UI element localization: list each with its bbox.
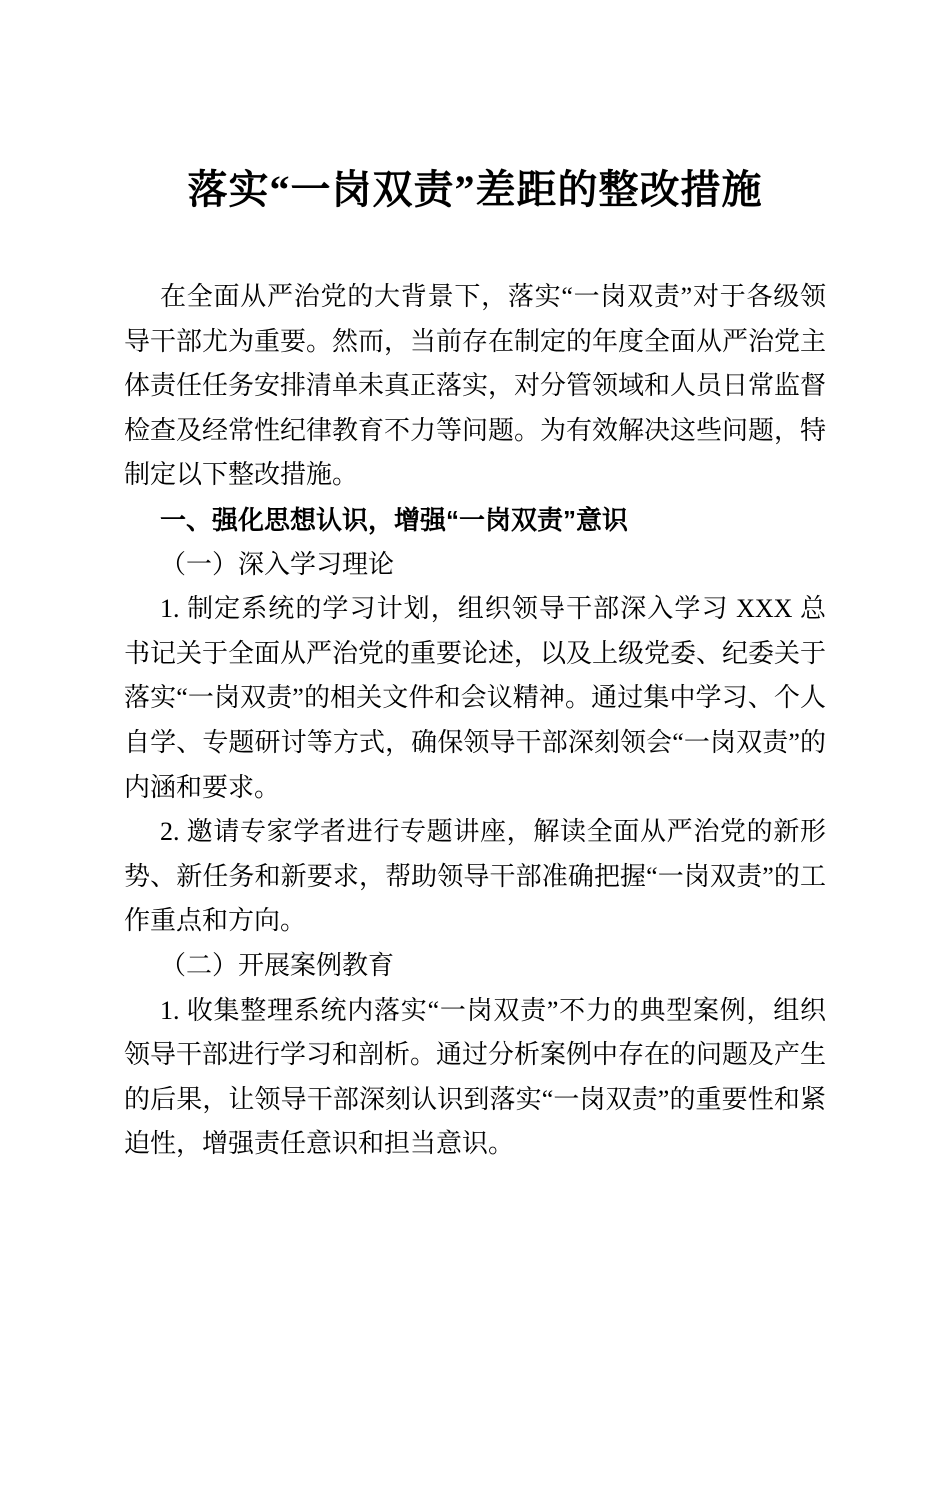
paragraph-intro: 在全面从严治党的大背景下，落实“一岗双责”对于各级领导干部尤为重要。然而，当前存在制定的年度全面从严治党主体责任任务安排清单未真正落实，对分管领域和人员日常监督检查及经常性纪律教育不力等问题。为有效解决这些问题，特制定以下整改措施。 [124, 282, 827, 490]
paragraph-expert-lectures: 2. 邀请专家学者进行专题讲座，解读全面从严治党的新形势、新任务和新要求，帮助领导干部准确把握“一岗双责”的工作重点和方向。 [124, 817, 826, 936]
document-title: 落实“一岗双责”差距的整改措施 [187, 167, 763, 212]
section-heading-1: 一、强化思想认识，增强“一岗双责”意识 [160, 504, 629, 535]
subsection-heading-1-2: （二）开展案例教育 [160, 950, 395, 980]
paragraph-case-education: 1. 收集整理系统内落实“一岗双责”不力的典型案例，组织领导干部进行学习和剖析。通过分析案例中存在的问题及产生的后果，让领导干部深刻认识到落实“一岗双责”的重要性和紧迫性，增强责任意识和担当意识。 [124, 995, 827, 1159]
subsection-heading-1-1: （一）深入学习理论 [160, 549, 395, 579]
document-page [0, 166, 950, 1167]
paragraph-study-plan: 1. 制定系统的学习计划，组织领导干部深入学习 XXX 总书记关于全面从严治党的重要论述，以及上级党委、纪委关于落实“一岗双责”的相关文件和会议精神。通过集中学习、个人自学、专题研讨等方式，确保领导干部深刻领会“一岗双责”的内涵和要求。 [124, 594, 827, 802]
